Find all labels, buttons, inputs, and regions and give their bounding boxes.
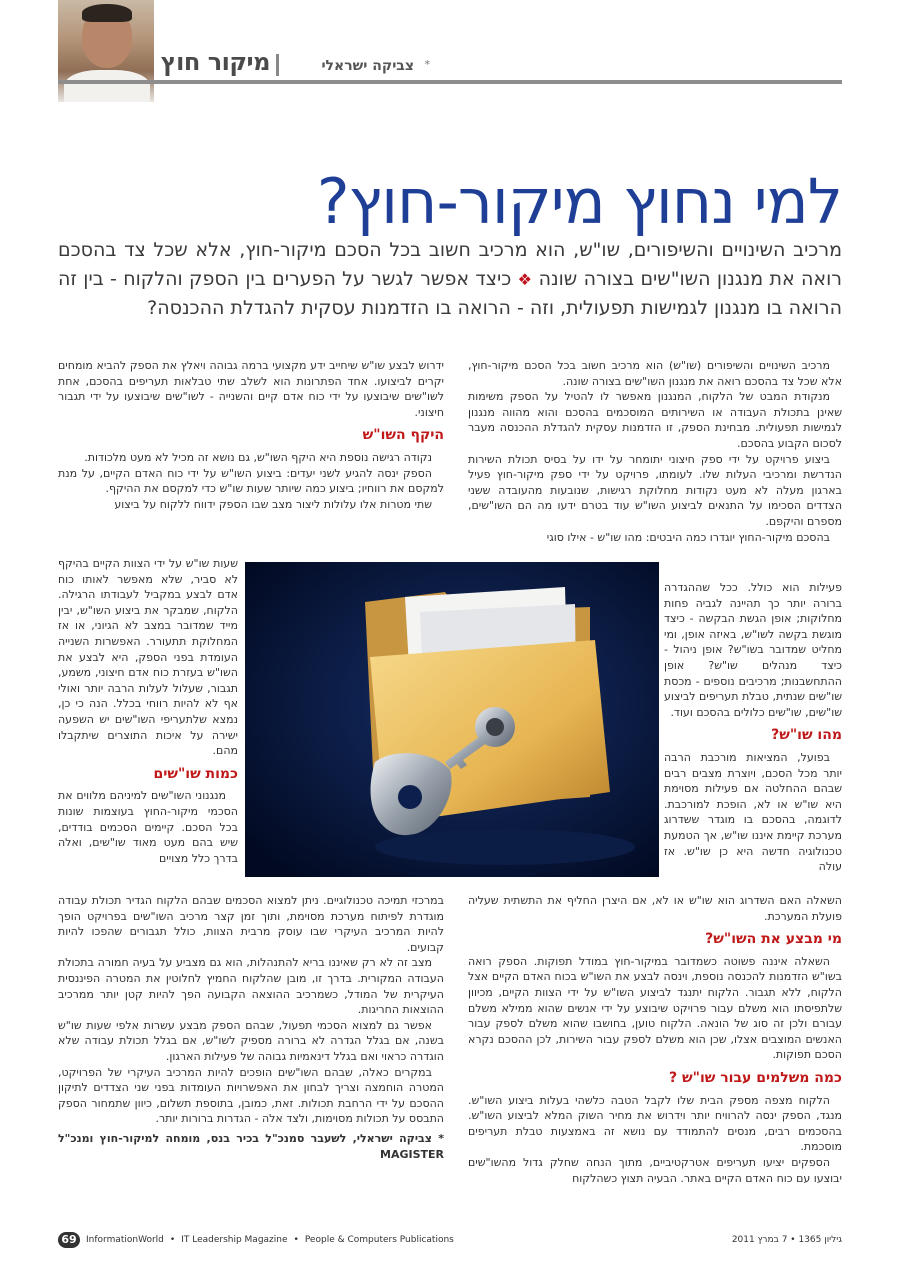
- publication-name: InformationWorld: [86, 1235, 164, 1245]
- paragraph: הספק ינסה להגיע לשני יעדים: ביצוע השו"ש על ידי כוח האדם הקיים, על מנת למקסם את רווחיו; ביצוע כמה שיותר שעות שו"ש כדי למקסם את ההיקף.: [58, 466, 444, 496]
- subhead-what: מהו שו"ש?: [771, 727, 842, 744]
- paragraph: השאלה איננה פשוטה כשמדובר במיקור-חוץ במודל תפוקות. הספק רואה בשו"ש הזדמנות להכנסה נוספת, וינסה לבצע את השו"ש בכוח האדם הקיים אצל הלקוח, ללא תגבור. הלקוח יתנגד לביצוע השו"ש על ידי הצוות הקיים, מכיוון שלתפיסתו הוא משלם עבור פרויקט שיבוצע על ידי אנשים שהוא ממילא משלם עבורם ולכן זה סוג של הונאה. הלקוח טוען, בחושבו שהוא משלם לספק עבור האנשים המוצבים אצלו, שכן הוא משלם לספק עבור השירות, לכן ההסכם נקרא הסכם תפוקות.: [468, 954, 842, 1062]
- header-band: [58, 80, 842, 84]
- paragraph: ידרוש לבצע שו"ש שיחייב ידע מקצועי ברמה גבוהה ויאלץ את הספק להביא מומחים יקרים לביצועו. אחד הפתרונות הוא לשלב שתי טבלאות תעריפים בהסכם, אחת לשו"שים שיבוצעו על ידי כוח אדם קיים והשנייה - לשו"שים שיבוצעו על ידי תגבור חיצוני.: [58, 359, 444, 419]
- page-number: 69: [58, 1232, 80, 1248]
- paragraph: שתי מטרות אלו עלולות ליצור מצב שבו הספק ידווח ללקוח על ביצוע: [114, 497, 432, 511]
- paragraph: נקודה רגישה נוספת היא היקף השו"ש, גם נושא זה מכיל לא מעט מלכודות.: [84, 450, 432, 464]
- publication-name: IT Leadership Magazine: [181, 1235, 288, 1245]
- paragraph: מרכיב השינויים והשיפורים (שו"ש) הוא מרכיב חשוב בכל הסכם מיקור-חוץ, אלא שכל צד בהסכם רואה את מנגנון השו"שים בצורה שונה.: [468, 359, 842, 388]
- header-separator: [276, 54, 279, 76]
- subhead-amount: כמות שו"שים: [153, 765, 238, 782]
- left-column-bottom: [58, 893, 444, 1162]
- diamond-icon: ❖: [517, 270, 533, 289]
- subhead-pay: כמה משלמים עבור שו"ש ?: [669, 1069, 842, 1086]
- left-column-top: [58, 358, 444, 512]
- right-column-top: [468, 358, 842, 545]
- lead-part1: מרכיב השינויים והשיפורים, שו"ש, הוא מרכיב חשוב בכל הסכם מיקור-חוץ, אלא שכל צד בהסכם רואה את מנגנון השו"שים בצורה שונה: [58, 239, 843, 290]
- paragraph: מצב זה לא רק שאיננו בריא להתנהלות, הוא גם מצביע על בעיה חמורה בתכולת העבודה המקורית. בדרך זו, מובן שהלקוח החמיץ לחלוטין את המטרה הפיננסית העיקרית של המודל, כשמרכיב ההוצאה הקבועה הפך להיות קטן יותר ממרכיב ההוצאות החריגות.: [58, 956, 444, 1017]
- section-title: מיקור חוץ: [160, 48, 270, 76]
- author-name: צביקה ישראלי: [321, 58, 414, 74]
- page-footer: [58, 1230, 842, 1250]
- bullet: •: [293, 1235, 299, 1245]
- paragraph: בפועל, המציאות מורכבת הרבה יותר מכל הסכם, ויוצרת מצבים רבים שבהם ההחלטה אם פעילות מסוימת היא שו"ש או לא, הופכת למורכבת. לדוגמה, בהסכם בו מוגדר ששדרוג מערכת קיימת איננו שו"ש, אך הטמעת טכנולוגיה חדשה היא כן שו"ש. אז עולה: [664, 750, 842, 874]
- paragraph: במקרים כאלה, שבהם השו"שים הופכים להיות המרכיב העיקרי של הפרויקט, המטרה הוחמצה וצריך לבחון את האפשרויות העומדות בפני שני הצדדים לתיקון ההסכם על ידי הרחבת תכולות. זאת, כמובן, בתוספת תשלום, כיוון שתמחור הספק התבסס על תכולות מסוימות, ולצד אלה - הגדרות ברורות יותר.: [58, 1065, 444, 1126]
- paragraph: פעילות הוא כולל. ככל שההגדרה ברורה יותר כך תהיינה לגביה פחות מחלוקות; אופן הגשת הבקשה - כיצד מוגשת בקשה לשו"ש, באיזה אופן, ומי מחליט שמדובר בשו"ש? אופן ניהול - כיצד מנהלים שו"ש? אופן ההתחשבנות; מרכיבים נוספים - מכסת שו"שים שנתית, טבלת תעריפים לביצוע שו"שים, שו"שים כלולים בהסכם ועוד.: [664, 581, 842, 719]
- folder-key-illustration: [245, 562, 659, 877]
- paragraph: במרכזי תמיכה טכנולוגיים. ניתן למצוא הסכמים שבהם הלקוח הגדיר תכולת עבודה מוגדרת לפיתוח מערכת מסוימת, ותוך זמן קצר מרכיב השו"שים בפרויקט הופך להיות המרכיב העיקרי שבו עוסק מרבית הצוות, כולל תגבורים שהפכו להיות קבועים.: [58, 894, 444, 954]
- paragraph: מנגנוני השו"שים למיניהם מלווים את הסכמי מיקור-החוץ בעוצמות שונות בכל הסכם. קיימים הסכמים בודדים, שיש בהם מעט מאוד שו"שים, ואלה בדרך כלל מצויים: [58, 789, 238, 865]
- right-wrap-column: [664, 580, 842, 875]
- paragraph: השאלה האם השדרוג הוא שו"ש או לא, אם היצרן החליף את התשתית שעליה פועלת המערכת.: [468, 894, 842, 923]
- lead-part2: כיצד אפשר לגשר על הפערים בין הספק והלקוח - בין זה הרואה בו מנגנון לגמישות תפעולית, וזה - הרואה בו הזדמנות עסקית להגדלת ההכנסה?: [58, 268, 842, 319]
- article-lead: [58, 236, 842, 323]
- paragraph: אפשר גם למצוא הסכמי תפעול, שבהם הספק מבצע עשרות אלפי שעות שו"ש בשנה, אם בגלל הגדרה לא ברורה מספיק לשו"ש, אם בגלל תכולת עבודה שלא הוגדרה כראוי ואם בגלל דינאמיות גבוהה של פעילות הארגון.: [58, 1018, 444, 1063]
- paragraph: מנקודת המבט של הלקוח, המנגנון מאפשר לו להטיל על הספק משימות שאינן בתכולת העבודה או השירותים המוסכמים בהסכם והוא מהווה מנגנון לגמישות תפעולית. מבחינת הספק, זו הזדמנות עסקית להגדלת ההכנסה מעבר לסכום הקבוע בהסכם.: [468, 390, 842, 450]
- left-wrap-column: [58, 556, 238, 866]
- subhead-who: מי מבצע את השו"ש?: [705, 931, 842, 948]
- article-title: למי נחוץ מיקור-חוץ?: [316, 165, 842, 238]
- author-photo: [58, 0, 154, 102]
- subhead-scope: היקף השו"ש: [362, 427, 444, 444]
- publication-name: People & Computers Publications: [304, 1235, 454, 1245]
- author-mark: *: [424, 58, 430, 71]
- footer-left: [58, 1232, 454, 1248]
- paragraph: שעות שו"ש על ידי הצוות הקיים בהיקף לא סביר, שלא מאפשר לאותו כוח אדם לבצע במקביל לעבודתו הרגילה. הלקוח, שמבקר את ביצוע השו"ש, יבין מייד שמדובר במצב לא הגיוני, או אז המחלוקת תתעורר. האפשרות השנייה העומדת בפני הספק, היא לבצע את השו"ש בעזרת כוח אדם חיצוני, משמע, תגבור, שעלול לעלות הרבה יותר ואולי אף לא להיות רווחי בכלל. הנה כי כן, נמצא שלתעריפי השו"שים יש השפעה ישירה על איכות התוצרים שיתקבלו מהם.: [58, 557, 238, 758]
- bullet: •: [169, 1235, 176, 1245]
- right-column-bottom: [468, 893, 842, 1186]
- paragraph: הלקוח מצפה מספק הבית שלו לקבל הטבה כלשהי בעלות ביצוע השו"ש. מנגד, הספק ינסה להרוויח יותר וידרוש את מחיר השוק המלא לביצוע השו"ש. בהסכמים רבים, מנסים להתמודד עם נושא זה באמצעות טבלת תעריפים מוסכמת.: [468, 1093, 842, 1154]
- issue-info: גיליון 1365 • 7 במרץ 2011: [731, 1235, 842, 1245]
- folder-key-image: [245, 562, 659, 877]
- author-bio: * צביקה ישראלי, לשעבר סמנכ"ל בכיר בנס, מומחה למיקור-חוץ ומנכ"ל MAGISTER: [58, 1131, 444, 1161]
- paragraph: הספקים יציעו תעריפים אטרקטיביים, מתוך הנחה שחלק גדול מהשו"שים יבוצעו עם כוח האדם הקיים באתר. הבעיה תצוץ כשהלקוח: [468, 1155, 842, 1185]
- paragraph: ביצוע פרויקט על ידי ספק חיצוני יתומחר על ידו על בסיס תכולת השירות הנדרשת ומרכיבי העלות שלו. לעומתו, פרויקט על ידי ספק מיקור-חוץ פעיל בארגון מעלה לא מעט נקודות מחלוקת רגישות, שנובעות מהעובדה ששני הצדדים הסכימו על התנאים לביצוע השו"ש עוד בטרם ידעו מה הם השו"שים, מספרם והיקפם.: [468, 452, 842, 528]
- paragraph: בהסכם מיקור-החוץ יוגדרו כמה היבטים: מהו שו"ש - אילו סוגי: [546, 530, 830, 544]
